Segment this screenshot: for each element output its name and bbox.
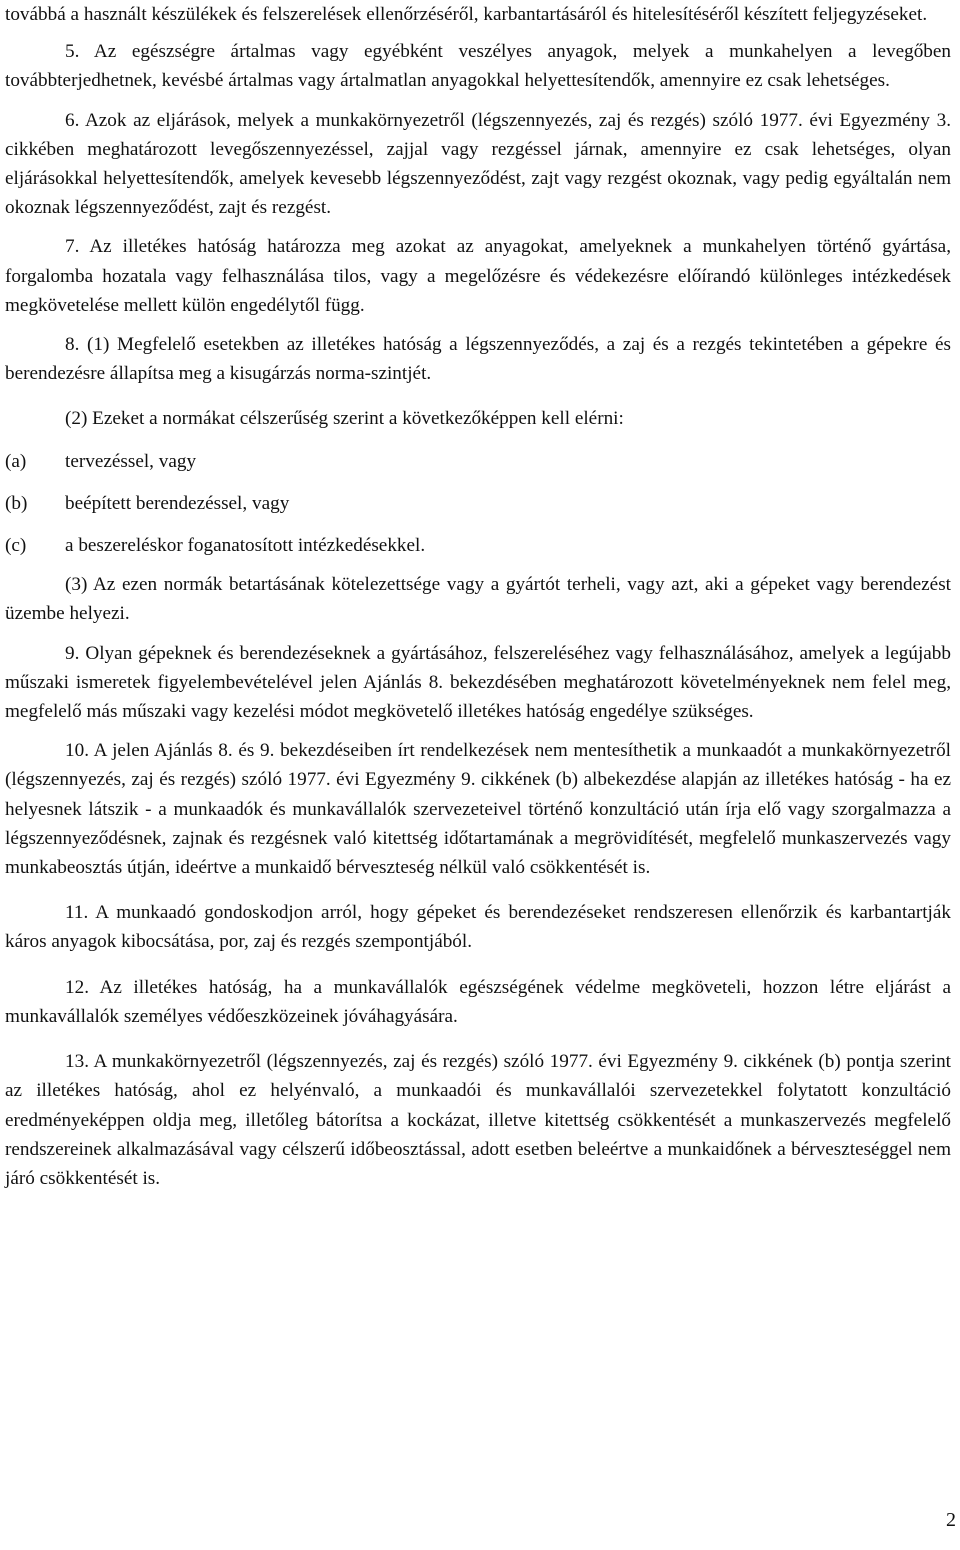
paragraph-8-1: 8. (1) Megfelelő esetekben az illetékes hatóság a légszennyeződés, a zaj és a rezgés tekintetében a gépekre és berendezésre állapítsa meg a kisugárzás norma-szintjét. <box>5 334 951 385</box>
list-item-text: tervezéssel, vagy <box>65 450 197 472</box>
paragraph-10: 10. A jelen Ajánlás 8. és 9. bekezdéseiben írt rendelkezések nem mentesíthetik a munkaadót a munkakörnyezetről (légszennyezés, zaj és rezgés) szóló 1977. évi Egyezmény 9. cikkének (b) albekezdése alapján az illetékes hatóság - ha ez helyesnek látszik - a munkaadók és munkavállalók szervezeteivel történő konzultáció után írja elő vagy szorgalmazza a légszennyeződésnek, zajnak és rezgésnek való kitettség időtartamának a megrövidítését, megfelelő munkaszervezés vagy munkabeosztás útján, ideértve a munkaidő bérveszteség nélkül való csökkentését is. <box>5 740 951 879</box>
list-item-c <box>5 531 951 560</box>
list-item-b <box>5 489 951 518</box>
paragraph-9: 9. Olyan gépeknek és berendezéseknek a gyártásához, felszereléséhez vagy felhasználásához, amelyek a legújabb műszaki ismeretek figyelembevételével jelen Ajánlás 8. bekezdésében meghatározott követelményeknek nem felel meg, megfelelő más műszaki vagy kezelési módot megkövetelő illetékes hatóság engedélye szükséges. <box>5 642 951 723</box>
paragraph-12: 12. Az illetékes hatóság, ha a munkavállalók egészségének védelme megköveteli, hozzon létre eljárást a munkavállalók személyes védőeszközeinek jóváhagyására. <box>5 976 951 1027</box>
list-marker: (b) <box>5 492 28 514</box>
paragraph-7: 7. Az illetékes hatóság határozza meg azokat az anyagokat, amelyeknek a munkahelyen történő gyártása, forgalomba hozatala vagy felhasználása tilos, vagy a megelőzésre és védekezésre előírandó különleges intézkedések megkövetelése mellett külön engedélytől függ. <box>5 236 951 316</box>
paragraph-continuation: továbbá a használt készülékek és felszerelések ellenőrzéséről, karbantartásáról és hitelesítéséről készített feljegyzéseket. <box>5 4 928 25</box>
page-number: 2 <box>946 1509 956 1531</box>
paragraph-6: 6. Azok az eljárások, melyek a munkakörnyezetről (légszennyezés, zaj és rezgés) szóló 1977. évi Egyezmény 3. cikkében meghatározott levegőszennyezéssel, zajjal vagy rezgéssel járnak, amennyire ez csak lehetséges, olyan eljárásokkal helyettesítendők, amelyek kevesebb légszennyeződést, zajt vagy rezgést okoznak, vagy pedig egyáltalán nem okoznak légszennyeződést, zajt és rezgést. <box>5 109 951 219</box>
paragraph-8-2: (2) Ezeket a normákat célszerűség szerint a következőképpen kell elérni: <box>65 408 624 430</box>
paragraph-13: 13. A munkakörnyezetről (légszennyezés, zaj és rezgés) szóló 1977. évi Egyezmény 9. cikkének (b) pontja szerint az illetékes hatóság, ahol ez helyénvaló, a munkaadói és munkavállalói szervezetekkel folytatott konzultáció eredményeképpen oldja meg, illetőleg bátorítsa a kockázat, illetve kitettség csökkentését a munkaszervezés megfelelő rendszereinek alkalmazásával vagy célszerű időbeosztással, adott esetben beleértve a munkaidőnek a bérveszteséggel nem járó csökkentését is. <box>5 1051 951 1189</box>
list-item-text: beépített berendezéssel, vagy <box>65 492 290 514</box>
list-marker: (c) <box>5 535 27 557</box>
document-page <box>5 0 951 1193</box>
paragraph-11: 11. A munkaadó gondoskodjon arról, hogy gépeket és berendezéseket rendszeresen ellenőrzik és karbantartják káros anyagok kibocsátása, por, zaj és rezgés szempontjából. <box>5 902 951 953</box>
list-item-text: a beszereléskor foganatosított intézkedésekkel. <box>65 535 426 557</box>
paragraph-8-3: (3) Az ezen normák betartásának kötelezettsége vagy a gyártót terheli, vagy azt, aki a gépeket vagy berendezést üzembe helyezi. <box>5 574 951 625</box>
list-item-a <box>5 447 951 476</box>
paragraph-5: 5. Az egészségre ártalmas vagy egyébként veszélyes anyagok, melyek a munkahelyen a levegőben továbbterjedhetnek, kevésbé ártalmas vagy ártalmatlan anyagokkal helyettesítendők, amennyire ez csak lehetséges. <box>5 41 951 92</box>
list-marker: (a) <box>5 450 27 472</box>
